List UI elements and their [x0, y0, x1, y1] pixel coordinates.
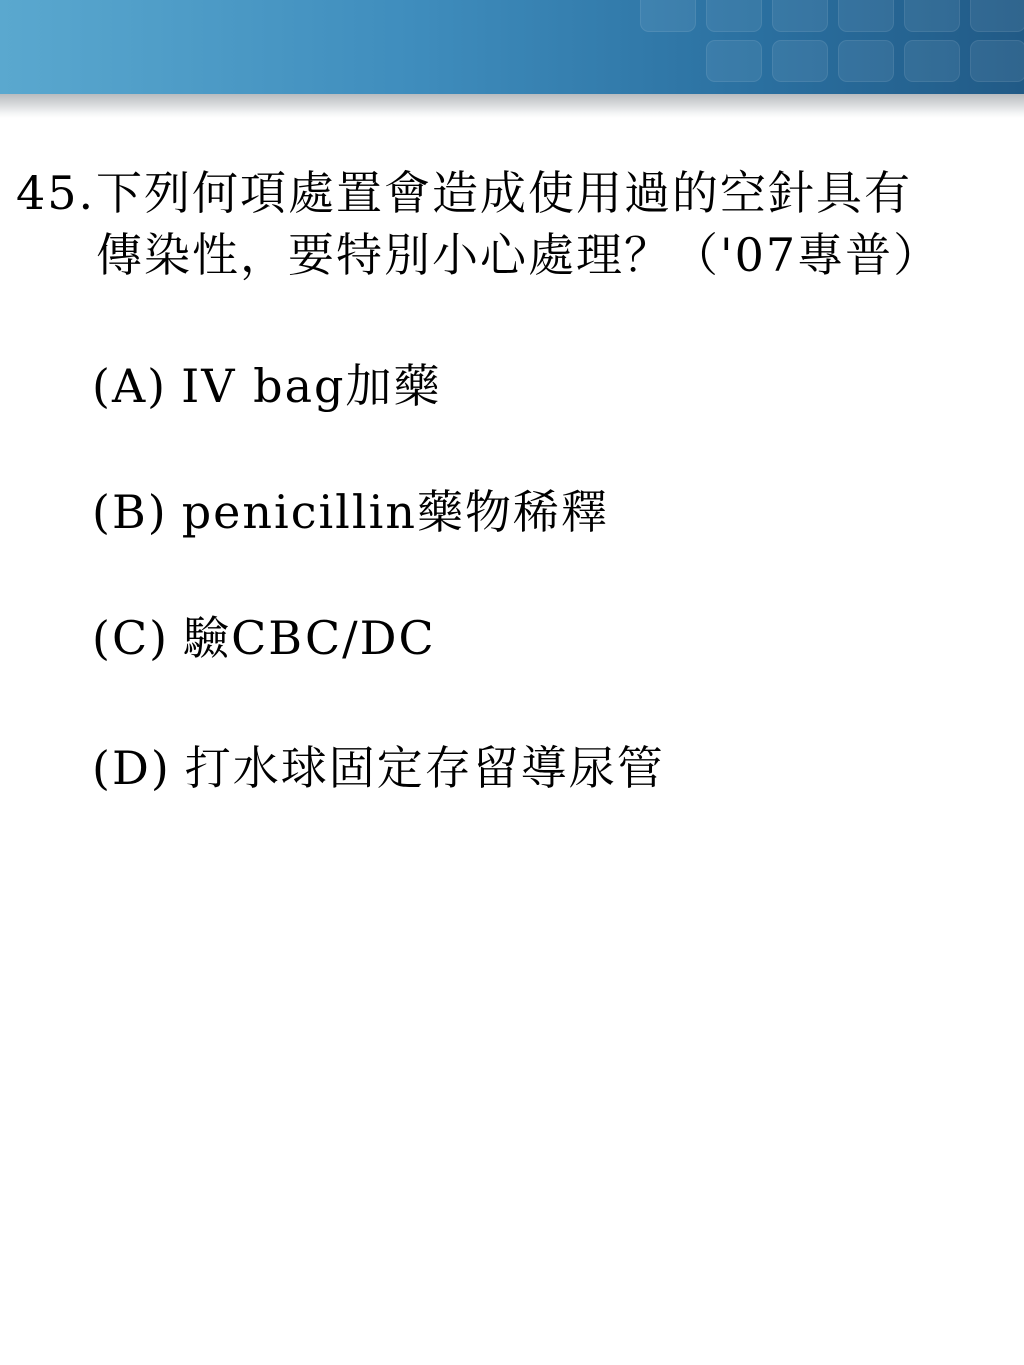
banner-tile — [838, 0, 894, 32]
header-shadow-bar — [0, 94, 1024, 118]
question-text-line-1: 下列何項處置會造成使用過的空針具有 — [96, 166, 912, 220]
banner-tile — [904, 40, 960, 82]
option-text: 驗CBC/DC — [183, 611, 436, 665]
header-banner — [0, 0, 1024, 94]
banner-tile — [970, 40, 1024, 82]
banner-tile — [706, 0, 762, 32]
banner-tile — [838, 40, 894, 82]
banner-tile — [706, 40, 762, 82]
banner-tile — [772, 40, 828, 82]
option-label: (C) — [92, 611, 170, 665]
banner-tile — [904, 0, 960, 32]
question-first-line — [16, 162, 1016, 224]
option-b — [92, 481, 609, 543]
option-d — [92, 737, 665, 799]
option-label: (A) — [92, 359, 168, 413]
question-number: 45. — [16, 166, 96, 220]
question-text-line-2: 傳染性，要特別小心處理？（'07專普） — [96, 228, 942, 282]
question-stem — [16, 162, 1016, 286]
banner-tile — [970, 0, 1024, 32]
option-text: 打水球固定存留導尿管 — [184, 741, 665, 795]
option-c — [92, 607, 436, 669]
option-a — [92, 355, 441, 417]
option-text: penicillin藥物稀釋 — [181, 485, 609, 539]
option-text: IV bag加藥 — [181, 359, 442, 413]
option-label: (D) — [92, 741, 171, 795]
banner-tile — [640, 0, 696, 32]
option-label: (B) — [92, 485, 168, 539]
banner-tile — [772, 0, 828, 32]
